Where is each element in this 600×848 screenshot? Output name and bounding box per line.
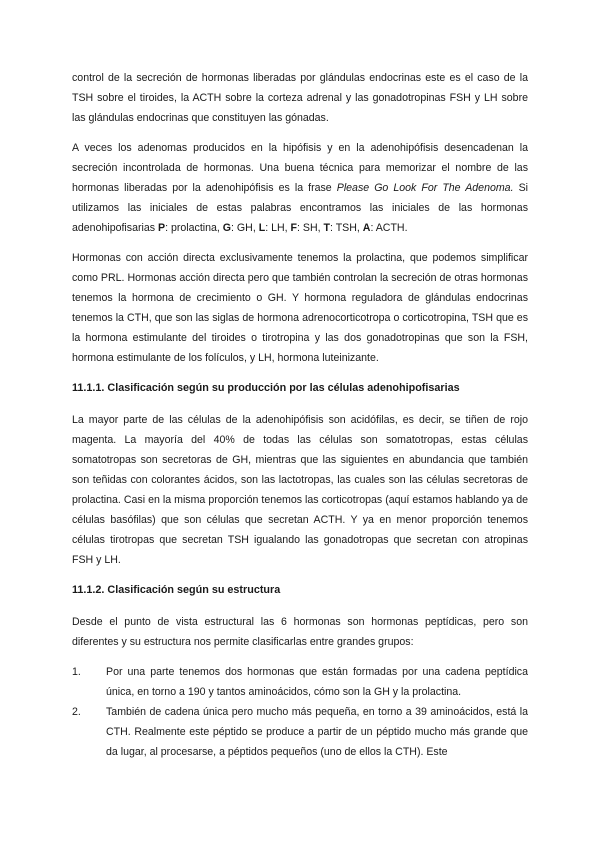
initial-G-text: : GH, <box>231 222 259 234</box>
paragraph-cell-types: La mayor parte de las células de la adenohipófisis son acidófilas, es decir, se tiñen de rojo magenta. La mayoría del 40% de todas las células son somatotropas, estas células somatotropas son secretoras de GH, mientras que las siguientes en abundancia que también son teñidas con colorantes ácidos, son las lactotropas, las cuales son las células secretoras de prolactina. Casi en la misma proporción tenemos las corticotropas (aquí estamos hablando ya de células basófilas) que son células que secretan ACTH. Y ya en menor proporción tenemos células tirotropas que secretan TSH igualando las gonadotropas que secretan con atropinas FSH y LH. <box>72 414 528 566</box>
initial-A: A <box>362 222 371 234</box>
paragraph-hormone-control: control de la secreción de hormonas liberadas por glándulas endocrinas este es el caso de la TSH sobre el tiroides, la ACTH sobre la corteza adrenal y las gonadotropinas FSH y LH sobre las glándulas endocrinas que constituyen las gónadas. <box>72 72 528 124</box>
paragraph-adenomas <box>72 138 528 238</box>
initial-T: T <box>323 222 330 234</box>
paragraph-hormone-action: Hormonas con acción directa exclusivamente tenemos la prolactina, que podemos simplificar como PRL. Hormonas acción directa pero que también controlan la secreción de otras hormonas tenemos la hormona de crecimiento o GH. Y hormona reguladora de glándulas endocrinas tenemos la CTH, que son las siglas de hormona adrenocorticotropa o corticotropina, TSH que es la hormona estimulante del tiroides o tirotropina y las dos gonadotropinas que son la FSH, hormona estimulante de los folículos, y LH, hormona luteinizante. <box>72 252 528 364</box>
initial-F-text: : SH, <box>297 222 324 234</box>
section-heading-structure: 11.1.2. Clasificación según su estructura <box>72 584 281 596</box>
list-item <box>72 662 528 702</box>
list-item-number: 1. <box>72 666 81 678</box>
paragraph-adenomas-text-b: Si utilizamos las iniciales de estas palabras encontramos las iniciales de las hormonas adenohipofisarias <box>72 182 528 234</box>
list-item-text: Por una parte tenemos dos hormonas que están formadas por una cadena peptídica única, en torno a 190 y tantos aminoácidos, cómo son la GH y la prolactina. <box>106 666 528 698</box>
initial-P-text: : prolactina, <box>165 222 223 234</box>
initial-T-text: : TSH, <box>330 222 363 234</box>
list-item-number: 2. <box>72 706 81 718</box>
initial-A-text: : ACTH. <box>370 222 408 234</box>
list-item <box>72 702 528 762</box>
list-item-text: También de cadena única pero mucho más pequeña, en torno a 39 aminoácidos, está la CTH. Realmente este péptido se produce a partir de un péptido mucho más grande que da lugar, al procesarse, a péptidos pequeños (uno de ellos la CTH). Este <box>106 706 528 758</box>
document-page <box>72 68 528 762</box>
initial-L: L <box>258 222 266 234</box>
mnemonic-phrase: Please Go Look For The Adenoma. <box>336 182 514 194</box>
initial-P: P <box>158 222 166 234</box>
initial-L-text: : LH, <box>265 222 291 234</box>
paragraph-adenomas-text-a: A veces los adenomas producidos en la hipófisis y en la adenohipófisis desencadenan la secreción incontrolada de hormonas. Una buena técnica para memorizar el nombre de las hormonas liberadas por la adenohipófisis es la frase <box>72 142 528 194</box>
paragraph-structure-intro: Desde el punto de vista estructural las 6 hormonas son hormonas peptídicas, pero son diferentes y su estructura nos permite clasificarlas entre grandes grupos: <box>72 616 528 648</box>
section-heading-production: 11.1.1. Clasificación según su producción por las células adenohipofisarias <box>72 382 460 394</box>
structure-list <box>72 662 528 762</box>
initial-F: F <box>290 222 298 234</box>
initial-G: G <box>222 222 232 234</box>
